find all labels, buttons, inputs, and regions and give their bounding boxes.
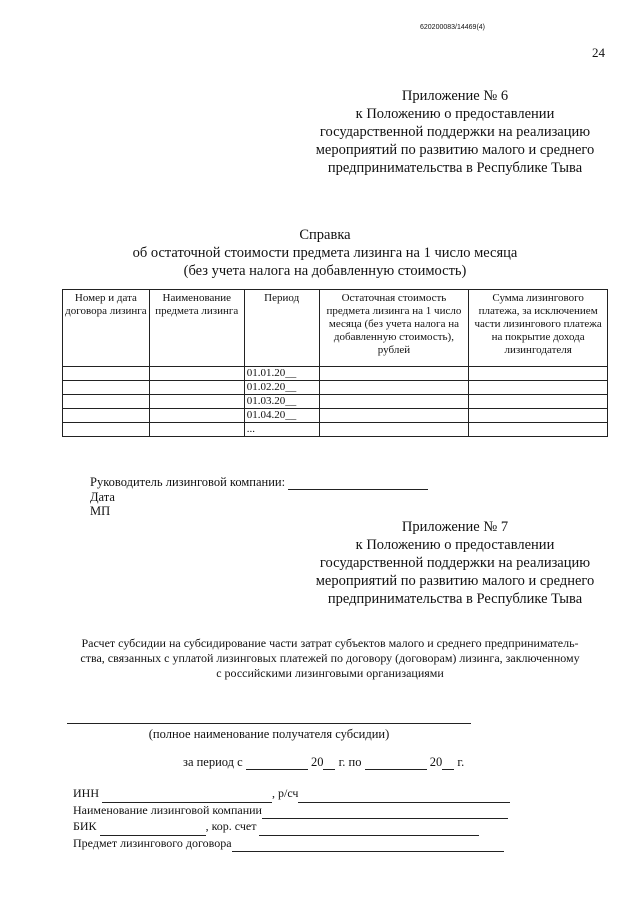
- period-prefix: за период с: [183, 755, 243, 769]
- leasing-table: [62, 289, 608, 437]
- document-id: 620200083/14469(4): [420, 24, 486, 31]
- table-cell[interactable]: [469, 381, 608, 395]
- stamp-label: МП: [90, 504, 111, 518]
- period-year-from-field[interactable]: [323, 755, 335, 770]
- header-residual-value: Остаточная стоимость предмета лизинга на 1 число месяца (без учета налога на добавленную стоимость), рублей: [319, 290, 469, 367]
- table-header-row: [63, 290, 608, 367]
- period-year-label-2: 20: [429, 755, 443, 769]
- appendix-7-title: Приложение № 7: [401, 519, 509, 535]
- table-row: [63, 367, 608, 381]
- table-cell[interactable]: [149, 395, 244, 409]
- period-cell: 01.03.20__: [244, 395, 319, 409]
- appendix-6-line: к Положению о предоставлении: [355, 106, 555, 122]
- account-label: , р/сч: [272, 786, 299, 800]
- period-from-field[interactable]: [246, 755, 308, 770]
- table-cell[interactable]: [149, 381, 244, 395]
- subject-field[interactable]: [232, 836, 504, 853]
- appendix-6-header: [300, 87, 610, 177]
- header-subject: Наименование предмета лизинга: [149, 290, 244, 367]
- header-period: Период: [244, 290, 319, 367]
- appendix-7-line: мероприятий по развитию малого и среднего: [315, 573, 595, 589]
- period-year-label: 20: [310, 755, 324, 769]
- certificate-subtitle: об остаточной стоимости предмета лизинга на 1 число месяца: [132, 245, 518, 261]
- appendix-7-line: к Положению о предоставлении: [355, 537, 555, 553]
- calculation-title: [55, 636, 605, 681]
- certificate-note: (без учета налога на добавленную стоимость): [183, 263, 467, 279]
- table-row: [63, 409, 608, 423]
- table-row: [63, 423, 608, 437]
- calculation-line: ства, связанных с уплатой лизинговых платежей по договору (договорам) лизинга, заключенному: [80, 651, 580, 665]
- table-cell[interactable]: [149, 423, 244, 437]
- appendix-7-line: предпринимательства в Республике Тыва: [327, 591, 583, 607]
- bik-field[interactable]: [100, 819, 206, 836]
- corr-account-field[interactable]: [259, 819, 479, 836]
- table-cell[interactable]: [469, 423, 608, 437]
- company-label: Наименование лизинговой компании: [73, 802, 262, 817]
- table-cell[interactable]: [319, 381, 469, 395]
- head-signature-line[interactable]: [288, 475, 428, 490]
- recipient-line[interactable]: [67, 723, 471, 724]
- table-cell[interactable]: [63, 423, 150, 437]
- signature-block: [90, 475, 490, 518]
- appendix-7-line: государственной поддержки на реализацию: [319, 555, 591, 571]
- header-contract: Номер и дата договора лизинга: [63, 290, 150, 367]
- bik-label: БИК: [73, 819, 97, 833]
- period-suffix: г.: [457, 755, 465, 769]
- page-number: 24: [592, 45, 605, 60]
- table-cell[interactable]: [469, 367, 608, 381]
- period-to-label: г. по: [338, 755, 362, 769]
- requisites-form: [73, 786, 533, 852]
- table-cell[interactable]: [63, 409, 150, 423]
- certificate-title: Справка: [299, 227, 351, 243]
- inn-field[interactable]: [102, 786, 272, 803]
- table-cell[interactable]: [149, 409, 244, 423]
- period-year-to-field[interactable]: [442, 755, 454, 770]
- table-cell[interactable]: [63, 395, 150, 409]
- inn-label: ИНН: [73, 786, 99, 800]
- date-label: Дата: [90, 490, 115, 504]
- account-field[interactable]: [298, 786, 510, 803]
- period-to-field[interactable]: [365, 755, 427, 770]
- calculation-line: Расчет субсидии на субсидирование части затрат субъектов малого и среднего предприниматель-: [81, 636, 579, 650]
- appendix-6-line: мероприятий по развитию малого и среднего: [315, 142, 595, 158]
- table-row: [63, 395, 608, 409]
- appendix-6-line: государственной поддержки на реализацию: [319, 124, 591, 140]
- certificate-heading: [60, 226, 590, 280]
- period-cell: 01.02.20__: [244, 381, 319, 395]
- table-row: [63, 381, 608, 395]
- period-row: [183, 755, 603, 770]
- period-cell: ...: [244, 423, 319, 437]
- table-cell[interactable]: [469, 395, 608, 409]
- corr-account-label: , кор. счет: [205, 819, 257, 833]
- table-cell[interactable]: [319, 395, 469, 409]
- company-field[interactable]: [262, 803, 508, 820]
- table-cell[interactable]: [149, 367, 244, 381]
- period-cell: 01.04.20__: [244, 409, 319, 423]
- head-label: Руководитель лизинговой компании:: [90, 475, 286, 489]
- table-cell[interactable]: [63, 381, 150, 395]
- calculation-line: с российскими лизинговыми организациями: [216, 666, 444, 680]
- appendix-6-line: предпринимательства в Республике Тыва: [327, 160, 583, 176]
- table-cell[interactable]: [63, 367, 150, 381]
- period-cell: 01.01.20__: [244, 367, 319, 381]
- appendix-7-header: [300, 518, 610, 608]
- table-cell[interactable]: [319, 423, 469, 437]
- table-cell[interactable]: [319, 367, 469, 381]
- table-cell[interactable]: [469, 409, 608, 423]
- subject-label: Предмет лизингового договора: [73, 835, 232, 850]
- table-cell[interactable]: [319, 409, 469, 423]
- appendix-6-title: Приложение № 6: [401, 88, 509, 104]
- header-payment-sum: Сумма лизингового платежа, за исключением части лизингового платежа на покрытие дохода лизингодателя: [469, 290, 608, 367]
- recipient-caption: (полное наименование получателя субсидии): [148, 727, 390, 741]
